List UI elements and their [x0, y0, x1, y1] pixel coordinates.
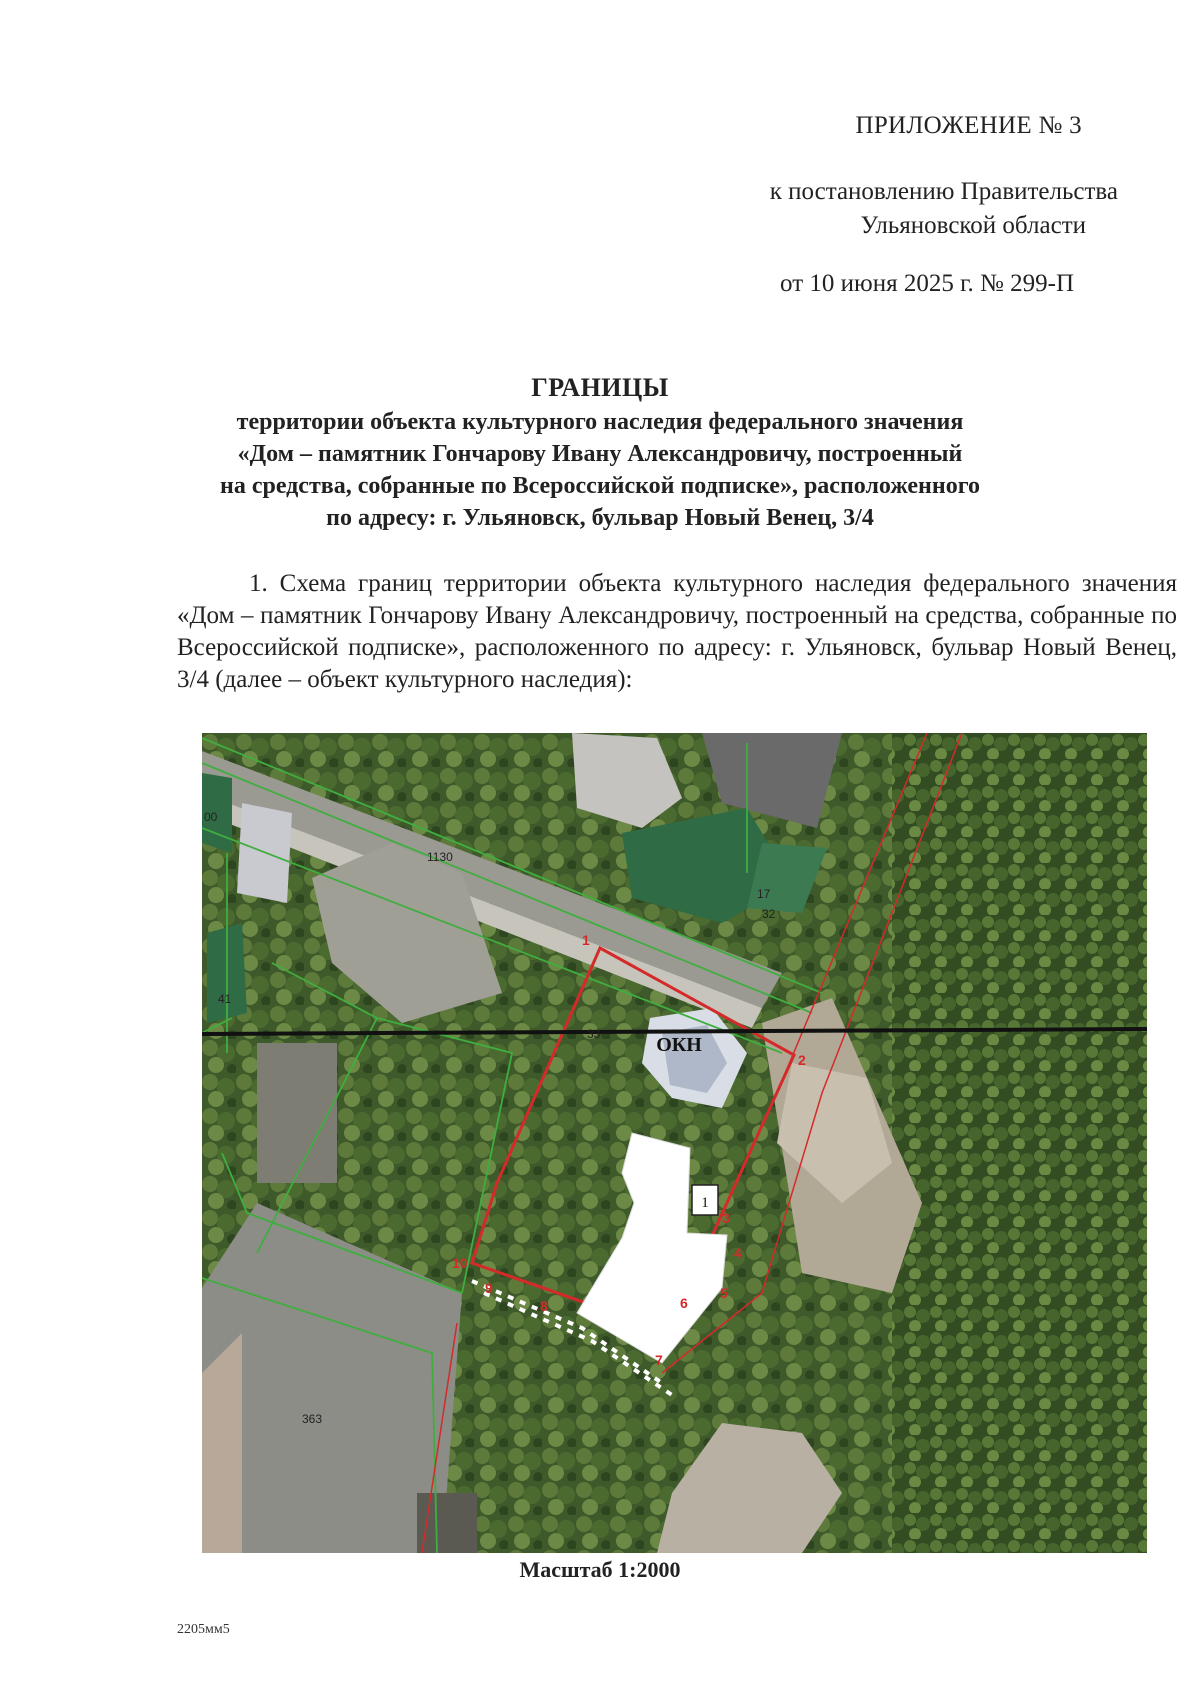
parcel-label: 33 — [587, 1027, 601, 1041]
decree-reference-line2: Ульяновской области — [860, 212, 1086, 239]
parcel-label: 41 — [218, 992, 232, 1006]
boundary-point-label: 8 — [540, 1298, 548, 1314]
parcel-label: 17 — [757, 887, 771, 901]
parcel-label: 32 — [762, 907, 776, 921]
appendix-number: ПРИЛОЖЕНИЕ № 3 — [855, 112, 1082, 139]
boundary-point-label: 1 — [582, 932, 590, 948]
boundary-point-label: 2 — [798, 1052, 806, 1068]
parcel-label: 1130 — [427, 850, 453, 864]
boundary-point-label: 6 — [680, 1295, 688, 1311]
title-line: «Дом – памятник Гончарову Ивану Александровичу, построенный — [237, 441, 963, 467]
title-line: территории объекта культурного наследия федерального значения — [236, 409, 964, 435]
boundary-point-label: 3 — [722, 1210, 730, 1226]
document-title — [150, 372, 1050, 534]
boundary-point-label: 7 — [655, 1352, 663, 1368]
decree-reference-line1: к постановлению Правительства — [769, 178, 1118, 205]
boundary-point-label: 10 — [452, 1255, 468, 1271]
boundary-point-label: 4 — [734, 1245, 742, 1261]
boundary-point-label: 9 — [485, 1280, 493, 1296]
title-heading: ГРАНИЦЫ — [531, 373, 669, 402]
zone-number-label: 1 — [701, 1195, 709, 1211]
parcel-label: 00 — [204, 810, 218, 824]
okn-label: ОКН — [656, 1034, 702, 1056]
boundary-scheme-map — [202, 733, 1147, 1553]
aerial-map-svg — [202, 733, 1147, 1553]
map-scale: Масштаб 1:2000 — [519, 1557, 681, 1582]
scheme-paragraph: 1. Схема границ территории объекта культурного наследия федерального значения «Дом – памятник Гончарову Ивану Александровичу, построенный на средства, собранные по Всероссийской подписке», расположенного по адресу: г. Ульяновск, бульвар Новый Венец, 3/4 (далее – объект культурного наследия): — [177, 570, 1177, 693]
title-line: по адресу: г. Ульяновск, бульвар Новый Венец, 3/4 — [326, 505, 874, 531]
parcel-label: 363 — [302, 1412, 323, 1426]
footer-code: 2205мм5 — [177, 1622, 230, 1637]
title-line: на средства, собранные по Всероссийской подписке», расположенного — [219, 473, 981, 499]
boundary-point-label: 5 — [720, 1285, 728, 1301]
decree-date: от 10 июня 2025 г. № 299-П — [780, 270, 1074, 297]
